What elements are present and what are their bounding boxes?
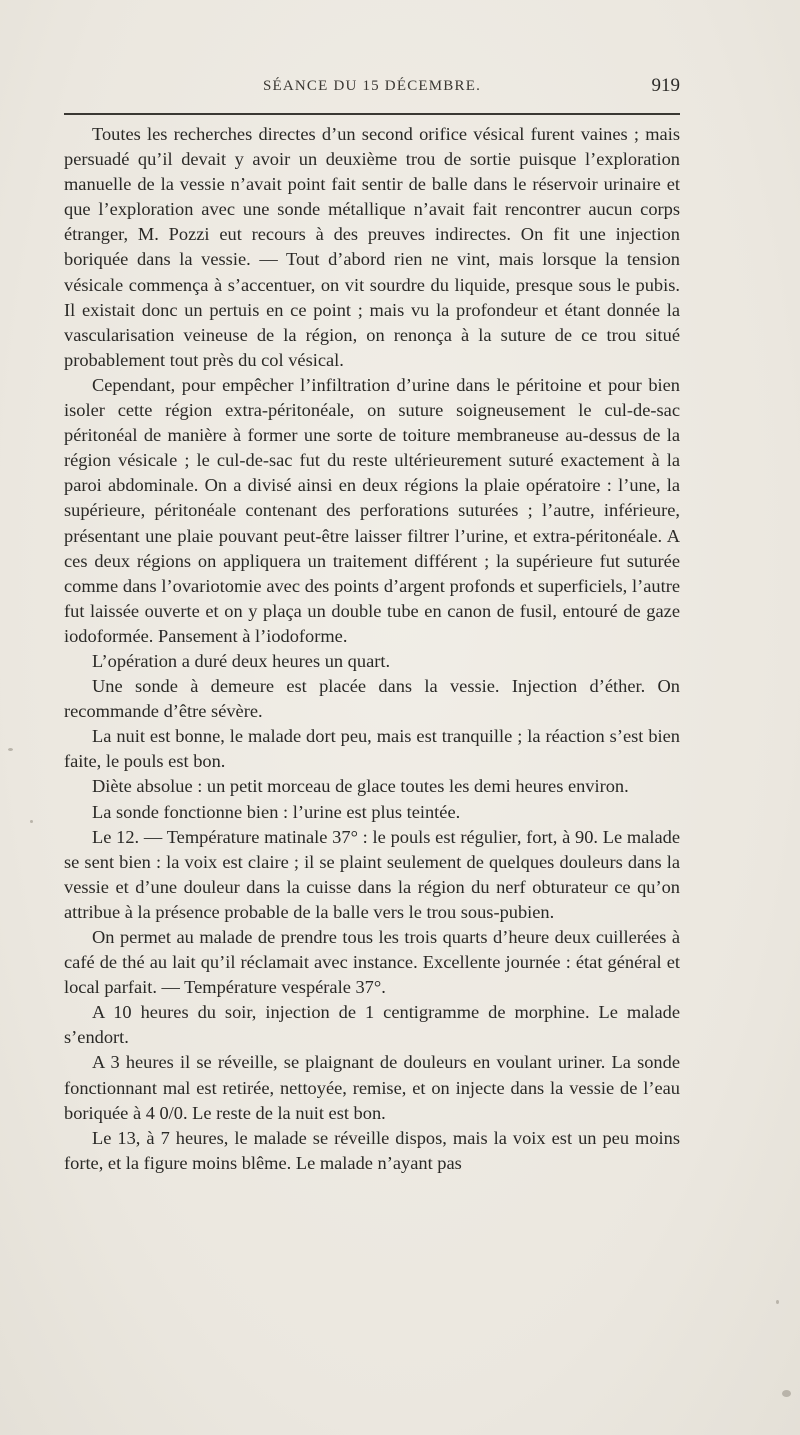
paper-speck — [776, 1300, 779, 1304]
paper-speck — [30, 820, 33, 823]
header-rule — [64, 113, 680, 115]
running-title: SÉANCE DU 15 DÉCEMBRE. — [262, 78, 482, 94]
paper-speck — [8, 748, 13, 751]
paragraph: A 3 heures il se réveille, se plaignant de douleurs en voulant uriner. La sonde fonctionnant mal est retirée, nettoyée, remise, et on injecte dans la vessie de l’eau boriquée à 4 0/0. Le reste de la nuit est bon. — [64, 1052, 680, 1123]
paragraph: La sonde fonctionne bien : l’urine est plus teintée. — [92, 801, 461, 822]
paragraph: On permet au malade de prendre tous les trois quarts d’heure deux cuillerées à café de thé au lait qu’il réclamait avec instance. Excellente journée : état général et local parfait. — Température vespérale 37°. — [64, 927, 680, 998]
paragraph: Le 13, à 7 heures, le malade se réveille dispos, mais la voix est un peu moins forte, et la figure moins blême. Le malade n’ayant pas — [64, 1127, 680, 1173]
body-text — [64, 122, 680, 1176]
paragraph: Toutes les recherches directes d’un second orifice vésical furent vaines ; mais persuadé qu’il devait y avoir un deuxième trou de sortie puisque l’exploration manuelle de la vessie n’avait point fait sentir de balle dans le réservoir urinaire et que l’exploration avec une sonde métallique n’avait fait rencontrer aucun corps étranger, M. Pozzi eut recours à des preuves indirectes. On fit une injection boriquée dans la vessie. — Tout d’abord rien ne vint, mais lorsque la tension vésicale commença à s’accentuer, on vit sourdre du liquide, presque sous le pubis. Il existait donc un pertuis en ce point ; mais vu la profondeur et étant donnée la vascularisation veineuse de la région, on renonça à la suture de ce trou situé probablement tout près du col vésical. — [64, 124, 680, 370]
paragraph: Diète absolue : un petit morceau de glace toutes les demi heures environ. — [92, 776, 629, 797]
paragraph: Une sonde à demeure est placée dans la vessie. Injection d’éther. On recommande d’être sévère. — [64, 676, 680, 722]
paragraph: L’opération a duré deux heures un quart. — [92, 650, 391, 671]
paragraph: Le 12. — Température matinale 37° : le pouls est régulier, fort, à 90. Le malade se sent bien : la voix est claire ; il se plaint seulement de quelques douleurs dans la vessie et d’une douleur dans la cuisse dans la région du nerf obturateur ce qu’on attribue à la présence probable de la balle vers le trou sous-pubien. — [64, 826, 680, 922]
paper-speck — [782, 1390, 791, 1397]
paragraph: Cependant, pour empêcher l’infiltration d’urine dans le péritoine et pour bien isoler cette région extra-péritonéale, on suture soigneusement le cul-de-sac péritonéal de manière à former une sorte de toiture membraneuse au-dessus de la région vésicale ; le cul-de-sac fut du reste ultérieurement suturé exactement à la paroi abdominale. On a divisé ainsi en deux régions la plaie opératoire : l’une, la supérieure, péritonéale contenant des perforations suturées ; l’autre, inférieure, présentant une plaie pouvant peut-être laisser filtrer l’urine, et extra-péritonéale. A ces deux régions on appliquera un traitement différent ; la supérieure fut suturée comme dans l’ovariotomie avec des points d’argent profonds et superficiels, l’autre fut laissée ouverte et on y plaça un double tube en canon de fusil, entouré de gaze iodoformée. Pansement à l’iodoforme. — [64, 374, 680, 646]
page-header — [64, 72, 680, 102]
paragraph: La nuit est bonne, le malade dort peu, mais est tranquille ; la réaction s’est bien faite, le pouls est bon. — [64, 726, 680, 772]
page-number: 919 — [651, 75, 680, 96]
paragraph: A 10 heures du soir, injection de 1 centigramme de morphine. Le malade s’endort. — [64, 1002, 680, 1048]
